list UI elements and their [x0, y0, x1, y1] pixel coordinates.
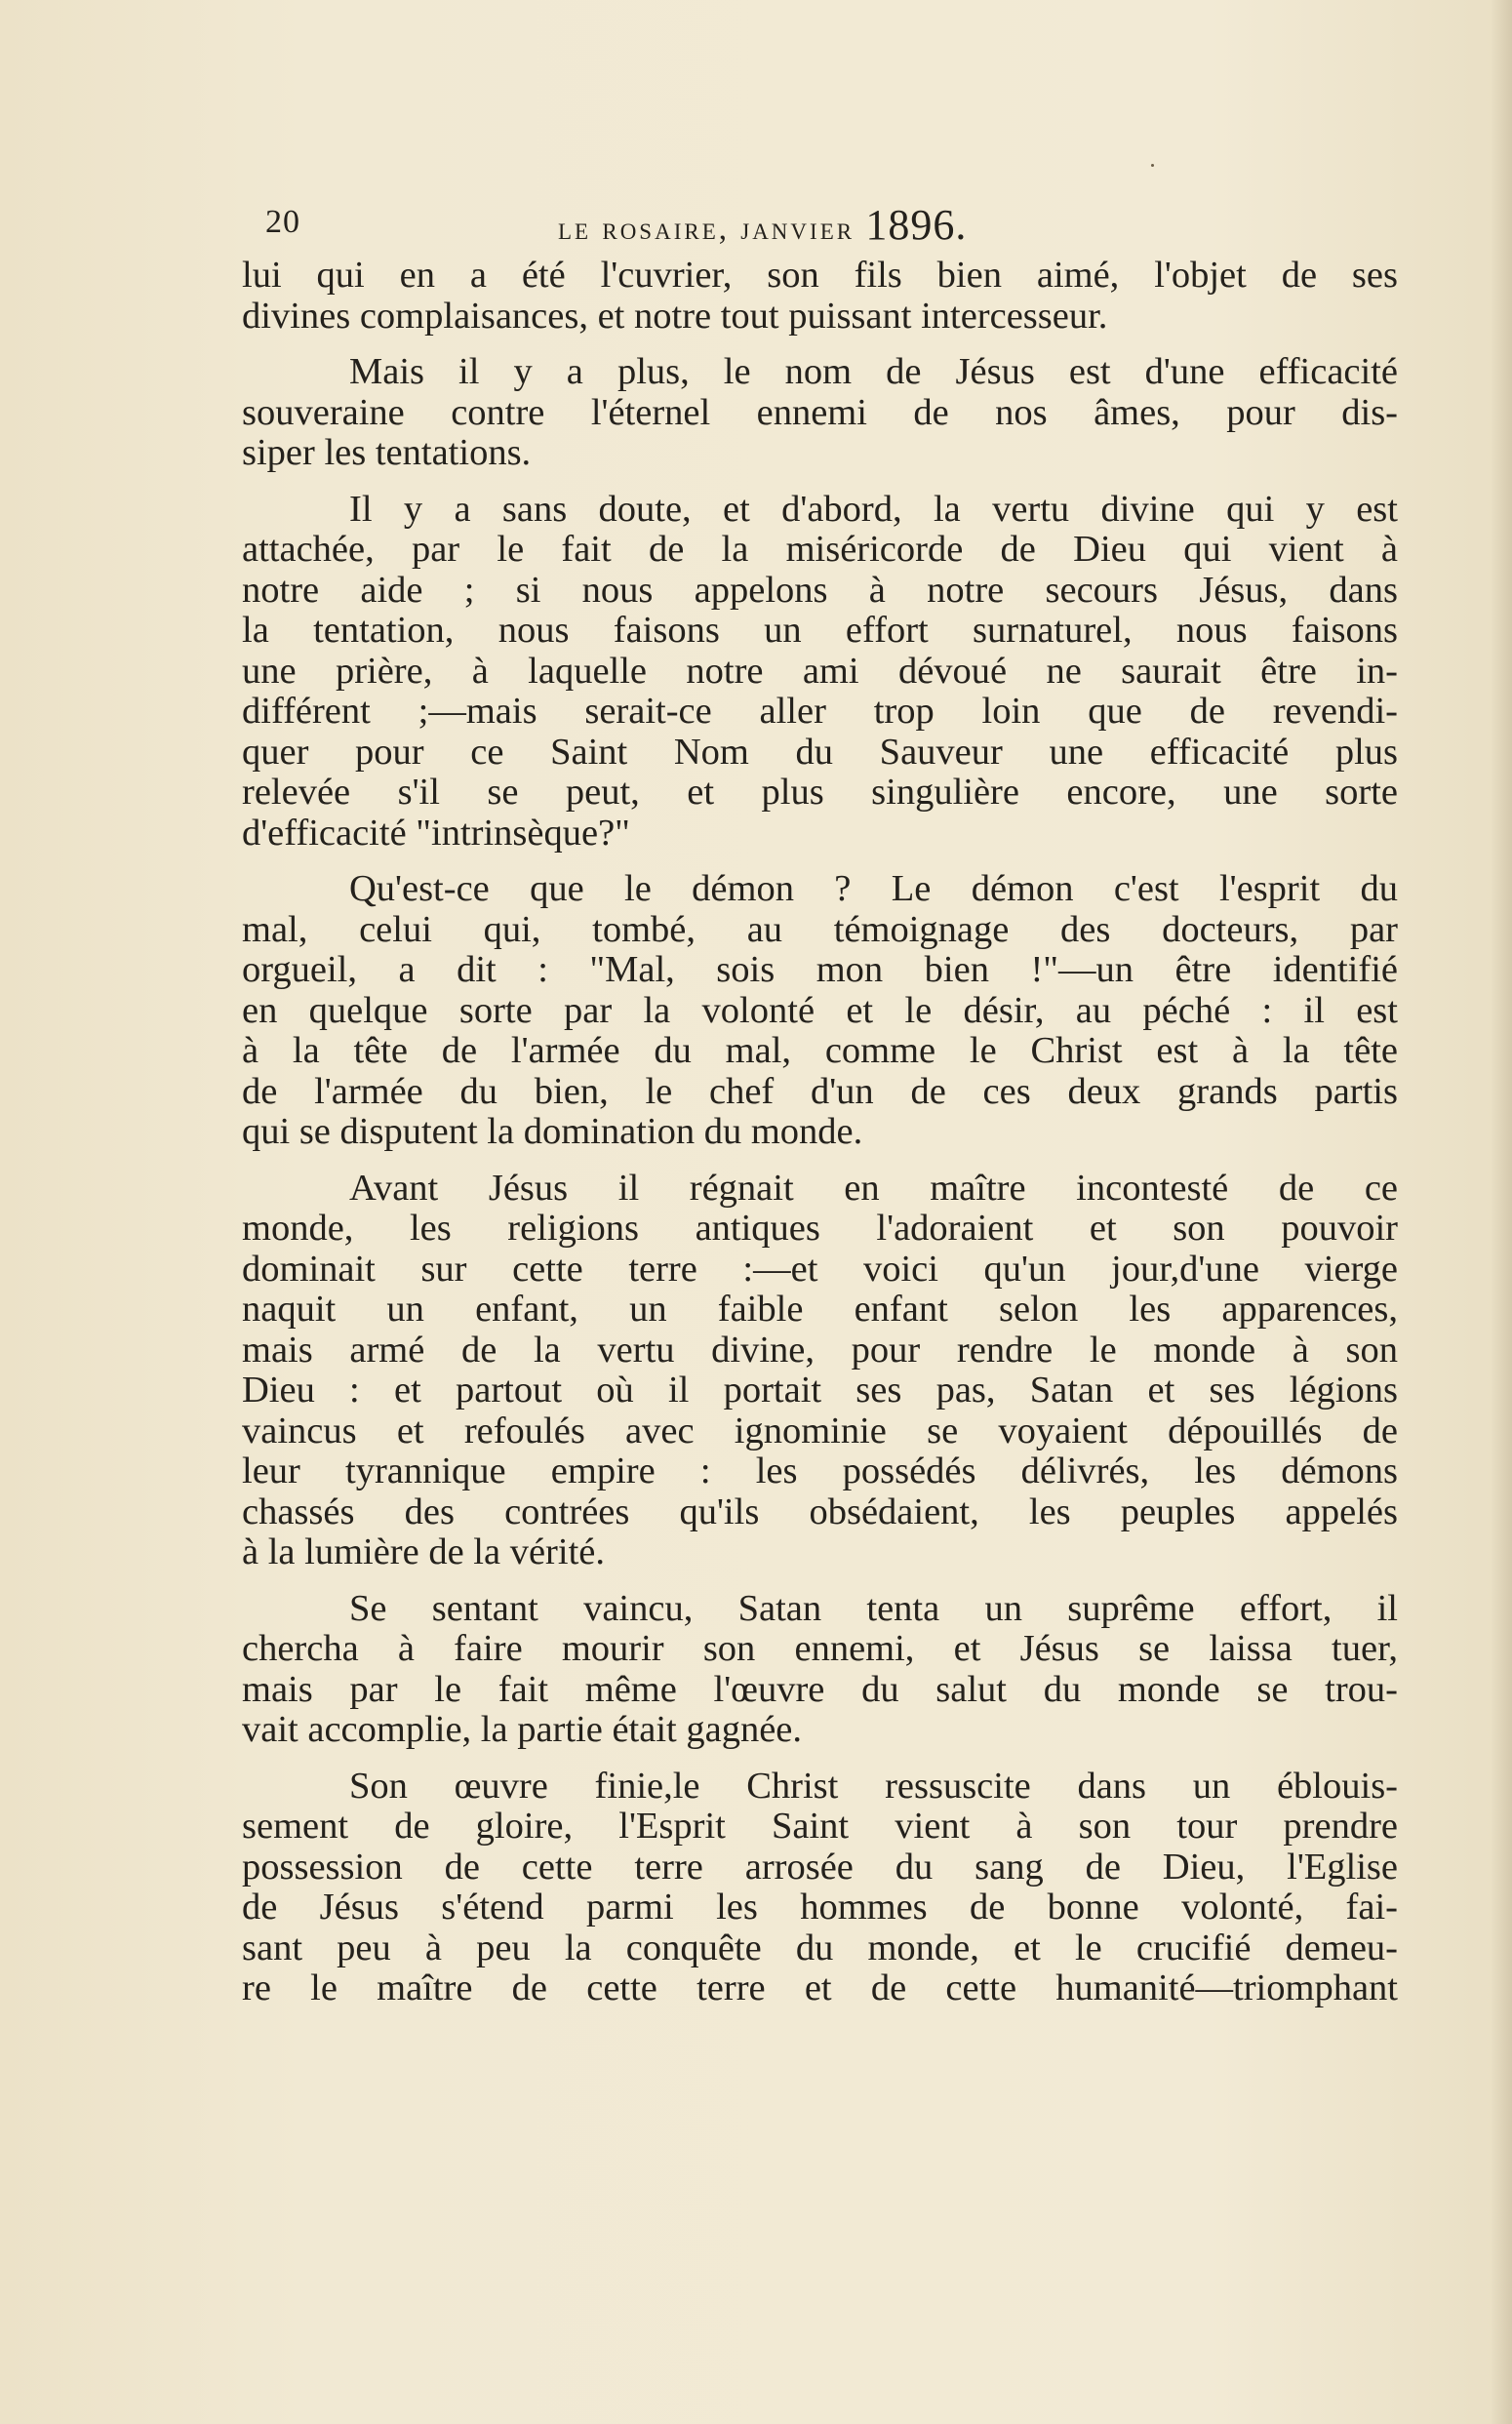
page-edge-shadow — [1491, 0, 1512, 2424]
text-line: différent ;—mais serait-ce aller trop loin que de revendi- — [242, 691, 1398, 732]
text-line: monde, les religions antiques l'adoraient et son pouvoir — [242, 1208, 1398, 1249]
text-line: sant peu à peu la conquête du monde, et le crucifié demeu- — [242, 1927, 1398, 1968]
print-speck — [1151, 164, 1154, 167]
text-line: siper les tentations. — [242, 432, 532, 473]
running-title-text: le rosaire, janvier — [558, 212, 866, 247]
text-line: Mais il y a plus, le nom de Jésus est d'une efficacité — [349, 351, 1398, 392]
text-line: Il y a sans doute, et d'abord, la vertu divine qui y est — [349, 488, 1398, 530]
paragraph-6 — [242, 1589, 1398, 1751]
text-line: notre aide ; si nous appelons à notre secours Jésus, dans — [242, 569, 1398, 611]
text-line: mal, celui qui, tombé, au témoignage des docteurs, par — [242, 908, 1398, 950]
text-line: vaincus et refoulés avec ignominie se voyaient dépouillés de — [242, 1410, 1398, 1451]
text-line: vait accomplie, la partie était gagnée. — [242, 1709, 803, 1750]
text-line: re le maître de cette terre et de cette humanité—triomphant — [242, 1967, 1398, 2008]
text-line: Dieu : et partout où il portait ses pas, Satan et ses légions — [242, 1370, 1398, 1411]
text-line: relevée s'il se peut, et plus singulière encore, une sorte — [242, 772, 1398, 813]
text-line: lui qui en a été l'cuvrier, son fils bien aimé, l'objet de ses — [242, 255, 1398, 296]
text-line: Se sentant vaincu, Satan tenta un suprême effort, il — [349, 1587, 1398, 1629]
text-line: mais armé de la vertu divine, pour rendre le monde à son — [242, 1329, 1398, 1371]
text-line: Avant Jésus il régnait en maître incontesté de ce — [349, 1167, 1398, 1209]
text-line: leur tyrannique empire : les possédés délivrés, les démons — [242, 1450, 1398, 1491]
text-line: de l'armée du bien, le chef d'un de ces deux grands partis — [242, 1070, 1398, 1112]
text-line: orgueil, a dit : "Mal, sois mon bien !"—un être identifié — [242, 949, 1398, 990]
text-line: la tentation, nous faisons un effort surnaturel, nous faisons — [242, 610, 1398, 651]
text-line: quer pour ce Saint Nom du Sauveur une efficacité plus — [242, 731, 1398, 773]
text-line: une prière, à laquelle notre ami dévoué ne saurait être in- — [242, 650, 1398, 692]
paragraph-2 — [242, 352, 1398, 474]
paragraph-7 — [242, 1767, 1398, 2009]
paragraph-4 — [242, 869, 1398, 1153]
paragraph-1 — [242, 256, 1398, 337]
text-line: attachée, par le fait de la miséricorde de Dieu qui vient à — [242, 529, 1398, 570]
paragraph-3 — [242, 490, 1398, 854]
text-line: à la lumière de la vérité. — [242, 1531, 605, 1572]
text-line: Qu'est-ce que le démon ? Le démon c'est l'esprit du — [349, 868, 1398, 909]
text-line: sement de gloire, l'Esprit Saint vient à son tour prendre — [242, 1806, 1398, 1847]
text-line: à la tête de l'armée du mal, comme le Christ est à la tête — [242, 1030, 1398, 1071]
text-line: d'efficacité "intrinsèque?" — [242, 812, 630, 854]
page-number: 20 — [265, 204, 300, 240]
text-line: dominait sur cette terre :—et voici qu'un jour,d'une vierge — [242, 1248, 1398, 1290]
text-line: mais par le fait même l'œuvre du salut du monde se trou- — [242, 1668, 1398, 1710]
text-line: possession de cette terre arrosée du sang de Dieu, l'Eglise — [242, 1846, 1398, 1888]
running-title-year: 1896. — [865, 201, 968, 249]
text-line: de Jésus s'étend parmi les hommes de bonne volonté, fai- — [242, 1887, 1398, 1927]
text-line: en quelque sorte par la volonté et le désir, au péché : il est — [242, 989, 1398, 1031]
paragraph-5 — [242, 1169, 1398, 1573]
text-line: naquit un enfant, un faible enfant selon les apparences, — [242, 1289, 1398, 1330]
page-header — [265, 200, 1114, 258]
text-line: souveraine contre l'éternel ennemi de nos âmes, pour dis- — [242, 391, 1398, 433]
text-line: chassés des contrées qu'ils obsédaient, les peuples appelés — [242, 1490, 1398, 1532]
text-line: qui se disputent la domination du monde. — [242, 1111, 863, 1152]
running-title — [558, 200, 967, 250]
body-text — [242, 256, 1398, 2025]
text-line: Son œuvre finie,le Christ ressuscite dans un éblouis- — [349, 1765, 1398, 1807]
text-line: divines complaisances, et notre tout puissant intercesseur. — [242, 295, 1108, 337]
text-line: chercha à faire mourir son ennemi, et Jésus se laissa tuer, — [242, 1628, 1398, 1669]
